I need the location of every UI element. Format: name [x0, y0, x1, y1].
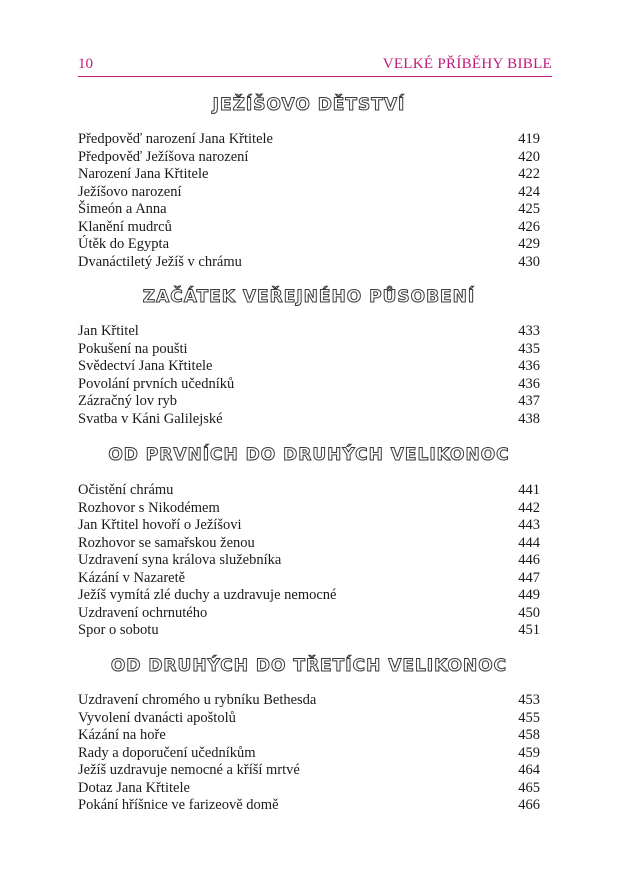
toc-entry[interactable] — [78, 692, 540, 710]
entry-title: Očistění chrámu — [78, 482, 174, 498]
entry-title: Jan Křtitel hovoří o Ježíšovi — [78, 517, 242, 533]
toc-entry[interactable] — [78, 323, 540, 341]
toc-entry[interactable] — [78, 727, 540, 745]
entry-page: 466 — [518, 797, 540, 813]
entry-title: Uzdravení ochrnutého — [78, 604, 208, 621]
page-number: 10 — [78, 56, 93, 72]
toc-entry[interactable] — [78, 570, 540, 588]
section-entries — [78, 131, 540, 271]
entry-title: Dvanáctiletý Ježíš v chrámu — [78, 253, 242, 270]
entry-page: 441 — [518, 482, 540, 498]
toc-entry[interactable] — [78, 149, 540, 167]
entry-page: 450 — [518, 604, 540, 621]
toc-entry[interactable] — [78, 780, 540, 798]
toc-entry[interactable] — [78, 517, 540, 535]
entry-page: 433 — [518, 323, 540, 339]
entry-title: Pokušení na poušti — [78, 340, 188, 357]
entry-page: 464 — [518, 762, 540, 778]
section-entries — [78, 692, 540, 815]
entry-page: 458 — [518, 727, 540, 743]
entry-page: 453 — [518, 692, 540, 708]
entry-title: Svatba v Káni Galilejské — [78, 410, 223, 427]
entry-page: 425 — [518, 201, 540, 217]
entry-title: Pokání hříšnice ve farizeově domě — [78, 797, 279, 813]
section-title: ZAČÁTEK VEŘEJNÉHO PŮSOBENÍ — [142, 287, 476, 307]
entry-page: 449 — [518, 587, 540, 603]
entry-title: Rozhovor s Nikodémem — [78, 499, 220, 516]
entry-title: Uzdravení chromého u rybníku Bethesda — [78, 692, 317, 708]
toc-entry[interactable] — [78, 745, 540, 763]
entry-page: 446 — [518, 552, 540, 568]
entry-title: Předpověď Ježíšova narození — [78, 148, 249, 165]
entry-title: Ježíš vymítá zlé duchy a uzdravuje nemocné — [78, 587, 337, 603]
entry-page: 430 — [518, 253, 540, 270]
toc-entry[interactable] — [78, 201, 540, 219]
entry-page: 435 — [518, 340, 540, 357]
section-entries — [78, 323, 540, 428]
toc-entry[interactable] — [78, 184, 540, 202]
entry-title: Narození Jana Křtitele — [78, 166, 209, 182]
toc-entry[interactable] — [78, 710, 540, 728]
entry-page: 438 — [518, 410, 540, 427]
toc-entry[interactable] — [78, 393, 540, 411]
toc-entry[interactable] — [78, 762, 540, 780]
toc-entry[interactable] — [78, 500, 540, 518]
header-rule — [78, 76, 552, 77]
entry-page: 437 — [518, 393, 540, 409]
entry-title: Zázračný lov ryb — [78, 393, 178, 409]
entry-title: Povolání prvních učedníků — [78, 375, 235, 392]
entry-title: Svědectví Jana Křtitele — [78, 358, 213, 374]
entry-page: 447 — [518, 569, 540, 586]
entry-page: 459 — [518, 744, 540, 761]
entry-page: 422 — [518, 166, 540, 182]
entry-page: 419 — [518, 131, 540, 147]
entry-title: Jan Křtitel — [78, 323, 139, 339]
section-title: OD DRUHÝCH DO TŘETÍCH VELIKONOC — [110, 656, 508, 676]
running-title: VELKÉ PŘÍBĚHY BIBLE — [382, 56, 552, 72]
entry-page: 426 — [518, 218, 540, 235]
entry-page: 455 — [518, 709, 540, 726]
entry-page: 429 — [518, 236, 540, 252]
entry-title: Ježíš uzdravuje nemocné a kříší mrtvé — [78, 762, 300, 778]
section-title: OD PRVNÍCH DO DRUHÝCH VELIKONOC — [108, 445, 510, 465]
toc-entry[interactable] — [78, 376, 540, 394]
toc-entry[interactable] — [78, 166, 540, 184]
toc-entry[interactable] — [78, 622, 540, 640]
entry-page: 436 — [518, 358, 540, 374]
entry-title: Uzdravení syna králova služebníka — [78, 552, 282, 568]
entry-title: Spor o sobotu — [78, 622, 159, 638]
page-header — [78, 56, 552, 78]
entry-page: 451 — [518, 622, 540, 638]
toc-entry[interactable] — [78, 236, 540, 254]
entry-page: 465 — [518, 779, 540, 796]
toc-entry[interactable] — [78, 535, 540, 553]
toc-entry[interactable] — [78, 552, 540, 570]
entry-title: Ježíšovo narození — [78, 183, 182, 200]
entry-page: 420 — [518, 148, 540, 165]
toc-entry[interactable] — [78, 358, 540, 376]
entry-title: Klanění mudrců — [78, 218, 172, 235]
section-title: JEŽÍŠOVO DĚTSTVÍ — [212, 95, 406, 115]
entry-page: 442 — [518, 499, 540, 516]
toc-entry[interactable] — [78, 254, 540, 272]
entry-title: Vyvolení dvanácti apoštolů — [78, 709, 236, 726]
entry-page: 424 — [518, 183, 540, 200]
entry-title: Útěk do Egypta — [78, 236, 170, 252]
entry-page: 443 — [518, 517, 540, 533]
toc-entry[interactable] — [78, 341, 540, 359]
entry-title: Rady a doporučení učedníkům — [78, 744, 256, 761]
entry-title: Šimeón a Anna — [78, 201, 167, 217]
toc-entry[interactable] — [78, 587, 540, 605]
entry-title: Kázání v Nazaretě — [78, 569, 186, 586]
entry-title: Dotaz Jana Křtitele — [78, 779, 190, 796]
entry-page: 444 — [518, 534, 540, 551]
section-entries — [78, 482, 540, 640]
toc-entry[interactable] — [78, 411, 540, 429]
toc-entry[interactable] — [78, 797, 540, 815]
toc-entry[interactable] — [78, 482, 540, 500]
toc-entry[interactable] — [78, 131, 540, 149]
toc-entry[interactable] — [78, 605, 540, 623]
toc-entry[interactable] — [78, 219, 540, 237]
entry-title: Kázání na hoře — [78, 727, 166, 743]
entry-title: Předpověď narození Jana Křtitele — [78, 131, 273, 147]
entry-title: Rozhovor se samařskou ženou — [78, 534, 255, 551]
entry-page: 436 — [518, 375, 540, 392]
